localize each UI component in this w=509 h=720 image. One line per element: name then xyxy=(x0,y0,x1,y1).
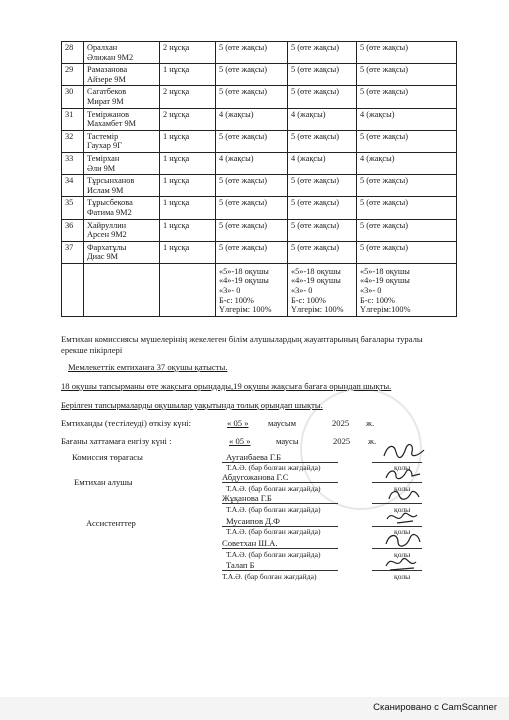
student-name-line1: Оралхан xyxy=(87,43,118,52)
table-row xyxy=(62,86,457,108)
summary-line: «4»-19 оқушы xyxy=(219,276,269,286)
row-number-cell: 33 xyxy=(62,152,84,174)
assistant-3-name-caption: Т.А.Ә. (бар болған жағдайда) xyxy=(226,550,321,559)
student-name-line2: Айзере 9М xyxy=(87,74,126,84)
grade-cell-2: 5 (өте жақсы) xyxy=(288,86,357,108)
row-number-cell: 37 xyxy=(62,241,84,263)
assistant-3-name-line xyxy=(222,548,338,549)
exam-date-month: маусым xyxy=(268,418,297,428)
entry-date-year: 2025 xyxy=(333,436,351,446)
variant-cell: 1 нұсқа xyxy=(160,219,216,241)
table-row xyxy=(62,64,457,86)
exam-date-label: Емтиханды (тестілеуді) өткізу күні: xyxy=(61,418,192,428)
summary-line: «4»-19 оқушы xyxy=(360,276,410,286)
summary-line: «3»- 0 xyxy=(291,286,313,296)
student-name-line1: Тұрысбекова xyxy=(87,198,133,208)
chair-signature-image xyxy=(380,440,430,462)
grade-cell-3: 5 (өте жақсы) xyxy=(357,197,457,219)
grade-cell-2: 5 (өте жақсы) xyxy=(288,175,357,197)
table-row xyxy=(62,219,457,241)
opinion-heading-line1: Емтихан комиссиясы мүшелерінің жекелеген білім алушылардың жауаптарының бағалары туралы xyxy=(61,334,423,344)
grade-cell-3: 5 (өте жақсы) xyxy=(357,42,457,64)
variant-cell: 2 нұсқа xyxy=(160,42,216,64)
variant-cell: 1 нұсқа xyxy=(160,130,216,152)
variant-cell: 1 нұсқа xyxy=(160,241,216,263)
examiner-name-line xyxy=(222,482,338,483)
grade-cell-1: 5 (өте жақсы) xyxy=(216,42,288,64)
grade-cell-3: 4 (жақсы) xyxy=(357,152,457,174)
student-name-cell xyxy=(84,241,160,263)
student-name-line2: Махамбет 9М xyxy=(87,119,137,129)
grade-cell-2: 5 (өте жақсы) xyxy=(288,241,357,263)
student-name-cell xyxy=(84,42,160,64)
exam-date-year: 2025 xyxy=(332,418,350,428)
student-name-cell xyxy=(84,64,160,86)
grade-cell-1: 5 (өте жақсы) xyxy=(216,197,288,219)
summary-line: Үлгерім:100% xyxy=(360,305,411,315)
performance-note: 18 оқушы тапсырманы өте жақсыға орындады,19 оқушы жақсыға бағаға орындап шықты. xyxy=(61,381,392,391)
table-row xyxy=(62,241,457,263)
grade-cell-3: 5 (өте жақсы) xyxy=(357,241,457,263)
scanner-watermark-text: Сканировано с CamScanner xyxy=(373,702,497,713)
student-name-line1: Тастемір xyxy=(87,131,119,141)
summary-line: «3»- 0 xyxy=(360,286,382,296)
summary-line: «5»-18 оқушы xyxy=(219,266,269,276)
grade-cell-2: 5 (өте жақсы) xyxy=(288,197,357,219)
table-row xyxy=(62,175,457,197)
summary-line: «5»-18 оқушы xyxy=(291,266,341,276)
grade-cell-1: 5 (өте жақсы) xyxy=(216,130,288,152)
student-name-cell xyxy=(84,130,160,152)
assistant-1-signature-caption: қолы xyxy=(394,505,411,514)
assistant-name-1: Жұқанова Г.Б xyxy=(222,493,272,503)
summary-cell-1 xyxy=(216,263,288,316)
grade-cell-2: 5 (өте жақсы) xyxy=(288,130,357,152)
student-name-line2: Әлижан 9М2 xyxy=(87,52,134,62)
exam-date-suffix: ж. xyxy=(366,418,375,428)
student-name-line2: Арсен 9М2 xyxy=(87,230,127,240)
table-row xyxy=(62,130,457,152)
student-name-line1: Тұрсынханов xyxy=(87,176,135,186)
summary-line: Б-с: 100% xyxy=(219,295,254,305)
assistant-1-name-line xyxy=(222,503,338,504)
examiner-signature-image xyxy=(380,464,426,484)
assistant-3-signature-image xyxy=(380,528,426,552)
entry-date-day: « 05 » xyxy=(229,436,251,446)
chair-signature-caption: қолы xyxy=(394,463,411,472)
student-name-line1: Фархатұлы xyxy=(87,242,127,252)
exam-date-day: « 05 » xyxy=(227,418,249,428)
variant-cell: 1 нұсқа xyxy=(160,152,216,174)
grade-cell-2: 5 (өте жақсы) xyxy=(288,42,357,64)
student-name-cell xyxy=(84,219,160,241)
assistant-4-name-line xyxy=(222,570,338,571)
assistant-1-name-caption: Т.А.Ә. (бар болған жағдайда) xyxy=(226,505,321,514)
grade-cell-2: 5 (өте жақсы) xyxy=(288,64,357,86)
summary-line: «3»- 0 xyxy=(219,286,241,296)
table-row xyxy=(62,42,457,64)
table-row xyxy=(62,197,457,219)
completion-note: Берілген тапсырмаларды оқушылар уақытында толық орындап шықты. xyxy=(61,400,323,410)
assistant-4-name-caption: Т.А.Ә. (бар болған жағдайда) xyxy=(222,572,317,581)
empty-summary-cell xyxy=(84,263,160,316)
grades-table xyxy=(61,41,457,317)
assistant-name-4: Талап Б xyxy=(226,560,255,570)
grade-cell-2: 4 (жақсы) xyxy=(288,108,357,130)
grade-cell-1: 5 (өте жақсы) xyxy=(216,241,288,263)
grade-cell-3: 4 (жақсы) xyxy=(357,108,457,130)
examiner-signature-caption: қолы xyxy=(394,484,411,493)
variant-cell: 1 нұсқа xyxy=(160,175,216,197)
chair-name: Ауганбаева Г.Б xyxy=(226,452,282,462)
assistant-2-signature-caption: қолы xyxy=(394,527,411,536)
summary-cell-3 xyxy=(357,263,457,316)
summary-line: Үлгерім: 100% xyxy=(291,305,344,315)
chair-name-caption: Т.А.Ә. (бар болған жағдайда) xyxy=(226,463,321,472)
row-number-cell: 32 xyxy=(62,130,84,152)
assistant-2-name-caption: Т.А.Ә. (бар болған жағдайда) xyxy=(226,527,321,536)
grade-cell-2: 5 (өте жақсы) xyxy=(288,219,357,241)
grade-cell-1: 5 (өте жақсы) xyxy=(216,86,288,108)
grade-cell-1: 5 (өте жақсы) xyxy=(216,219,288,241)
summary-line: Б-с: 100% xyxy=(291,295,326,305)
examiner-name: Абдугожанова Г.С xyxy=(222,472,289,482)
row-number-cell: 36 xyxy=(62,219,84,241)
opinion-heading-line2: ерекше пікірлері xyxy=(61,345,123,355)
empty-summary-cell xyxy=(62,263,84,316)
entry-date-suffix: ж. xyxy=(368,436,377,446)
summary-line: Үлгерім: 100% xyxy=(219,305,272,315)
student-name-line2: Гаухар 9Г xyxy=(87,141,122,151)
student-name-line2: Мират 9М xyxy=(87,96,124,106)
table-row xyxy=(62,152,457,174)
grade-cell-1: 4 (жақсы) xyxy=(216,108,288,130)
student-name-line1: Рамазанова xyxy=(87,65,128,75)
examiner-label: Емтихан алушы xyxy=(74,477,133,487)
grade-cell-3: 5 (өте жақсы) xyxy=(357,64,457,86)
student-name-line2: Диас 9М xyxy=(87,252,119,262)
chair-label: Комиссия төрағасы xyxy=(72,452,143,462)
student-name-cell xyxy=(84,175,160,197)
assistant-2-signature-image xyxy=(383,507,423,527)
variant-cell: 2 нұсқа xyxy=(160,86,216,108)
student-name-line1: Хайруллин xyxy=(87,220,127,230)
grade-cell-3: 5 (өте жақсы) xyxy=(357,130,457,152)
entry-date-month: маусы xyxy=(276,436,299,446)
student-name-line2: Ислам 9М xyxy=(87,185,124,195)
assistant-3-signature-caption: қолы xyxy=(394,550,411,559)
summary-line: Б-с: 100% xyxy=(360,295,395,305)
grade-cell-1: 5 (өте жақсы) xyxy=(216,175,288,197)
assistant-name-3: Советхан Ш.А. xyxy=(222,538,278,548)
assistant-name-2: Мусаипов Д.Ф xyxy=(226,516,280,526)
empty-summary-cell xyxy=(160,263,216,316)
summary-line: «4»-19 оқушы xyxy=(291,276,341,286)
variant-cell: 1 нұсқа xyxy=(160,197,216,219)
student-name-line2: Әли 9М xyxy=(87,163,116,173)
summary-row xyxy=(62,263,457,316)
student-name-line2: Фатима 9М2 xyxy=(87,207,132,217)
row-number-cell: 34 xyxy=(62,175,84,197)
scanner-footer-bar xyxy=(0,697,509,720)
row-number-cell: 35 xyxy=(62,197,84,219)
student-name-cell xyxy=(84,197,160,219)
student-name-cell xyxy=(84,152,160,174)
student-name-cell xyxy=(84,86,160,108)
participation-note: Мемлекеттік емтиханға 37 оқушы қатысты. xyxy=(68,362,228,372)
examiner-name-caption: Т.А.Ә. (бар болған жағдайда) xyxy=(226,484,321,493)
assistants-label: Ассистенттер xyxy=(86,518,136,528)
summary-cell-2 xyxy=(288,263,357,316)
student-name-cell xyxy=(84,108,160,130)
grade-cell-3: 5 (өте жақсы) xyxy=(357,175,457,197)
assistant-4-signature-caption: қолы xyxy=(394,572,411,581)
row-number-cell: 29 xyxy=(62,64,84,86)
entry-date-label: Бағаны хаттамаға енгізу күні : xyxy=(61,436,172,446)
summary-line: «5»-18 оқушы xyxy=(360,266,410,276)
variant-cell: 1 нұсқа xyxy=(160,64,216,86)
grades-table-body xyxy=(62,42,457,317)
row-number-cell: 31 xyxy=(62,108,84,130)
row-number-cell: 30 xyxy=(62,86,84,108)
table-row xyxy=(62,108,457,130)
row-number-cell: 28 xyxy=(62,42,84,64)
student-name-line1: Темірхан xyxy=(87,153,120,163)
grade-cell-3: 5 (өте жақсы) xyxy=(357,86,457,108)
grade-cell-3: 5 (өте жақсы) xyxy=(357,219,457,241)
grade-cell-1: 4 (жақсы) xyxy=(216,152,288,174)
grade-cell-1: 5 (өте жақсы) xyxy=(216,64,288,86)
grade-cell-2: 4 (жақсы) xyxy=(288,152,357,174)
student-name-line1: Сагатбеков xyxy=(87,87,127,97)
assistant-4-signature-image xyxy=(380,552,424,574)
assistant-1-signature-image xyxy=(383,485,423,505)
variant-cell: 2 нұсқа xyxy=(160,108,216,130)
student-name-line1: Теміржанов xyxy=(87,109,130,119)
